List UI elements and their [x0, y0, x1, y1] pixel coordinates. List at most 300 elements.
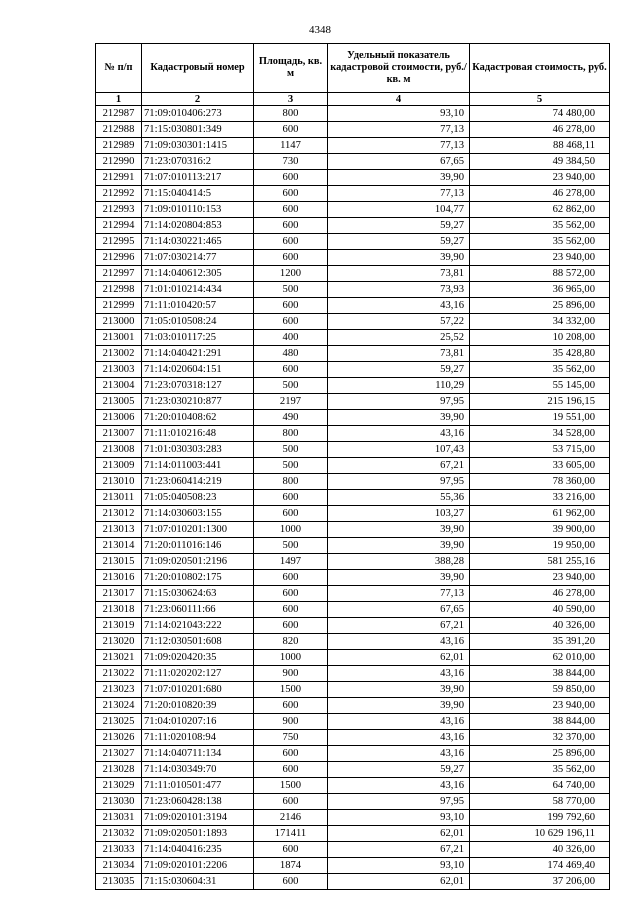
table-row — [96, 810, 610, 826]
table-row — [96, 842, 610, 858]
table-row — [96, 106, 610, 122]
unit-rate-cell: 93,10 — [328, 858, 470, 874]
column-number: 5 — [470, 93, 610, 106]
area-cell: 1500 — [254, 778, 328, 794]
table-row — [96, 362, 610, 378]
unit-rate-cell: 43,16 — [328, 746, 470, 762]
cadastral-number-cell: 71:11:010216:48 — [142, 426, 254, 442]
unit-rate-cell: 388,28 — [328, 554, 470, 570]
cadastral-value-cell: 25 896,00 — [470, 746, 610, 762]
table-row — [96, 474, 610, 490]
area-cell: 1147 — [254, 138, 328, 154]
table-row — [96, 634, 610, 650]
row-number-cell: 213019 — [96, 618, 142, 634]
cadastral-number-cell: 71:20:011016:146 — [142, 538, 254, 554]
cadastral-value-cell: 61 962,00 — [470, 506, 610, 522]
unit-rate-cell: 67,21 — [328, 458, 470, 474]
table-row — [96, 234, 610, 250]
table-row — [96, 874, 610, 890]
table-row — [96, 282, 610, 298]
row-number-cell: 213017 — [96, 586, 142, 602]
row-number-cell: 213033 — [96, 842, 142, 858]
row-number-cell: 213025 — [96, 714, 142, 730]
area-cell: 500 — [254, 538, 328, 554]
table-header-row — [96, 44, 610, 93]
header-row-number: № п/п — [96, 44, 142, 93]
unit-rate-cell: 107,43 — [328, 442, 470, 458]
row-number-cell: 213007 — [96, 426, 142, 442]
area-cell: 800 — [254, 474, 328, 490]
row-number-cell: 213000 — [96, 314, 142, 330]
cadastral-number-cell: 71:11:020202:127 — [142, 666, 254, 682]
cadastral-number-cell: 71:14:020604:151 — [142, 362, 254, 378]
unit-rate-cell: 43,16 — [328, 666, 470, 682]
unit-rate-cell: 25,52 — [328, 330, 470, 346]
unit-rate-cell: 39,90 — [328, 410, 470, 426]
table-row — [96, 602, 610, 618]
table-row — [96, 666, 610, 682]
row-number-cell: 212994 — [96, 218, 142, 234]
area-cell: 600 — [254, 698, 328, 714]
area-cell: 600 — [254, 618, 328, 634]
cadastral-value-cell: 35 562,00 — [470, 362, 610, 378]
cadastral-value-cell: 35 562,00 — [470, 234, 610, 250]
unit-rate-cell: 93,10 — [328, 810, 470, 826]
table-row — [96, 314, 610, 330]
cadastral-value-cell: 32 370,00 — [470, 730, 610, 746]
unit-rate-cell: 39,90 — [328, 570, 470, 586]
unit-rate-cell: 97,95 — [328, 794, 470, 810]
unit-rate-cell: 39,90 — [328, 522, 470, 538]
area-cell: 600 — [254, 362, 328, 378]
unit-rate-cell: 110,29 — [328, 378, 470, 394]
cadastral-number-cell: 71:14:040416:235 — [142, 842, 254, 858]
cadastral-value-cell: 46 278,00 — [470, 586, 610, 602]
area-cell: 600 — [254, 234, 328, 250]
row-number-cell: 213003 — [96, 362, 142, 378]
cadastral-value-cell: 35 391,20 — [470, 634, 610, 650]
cadastral-number-cell: 71:04:010207:16 — [142, 714, 254, 730]
unit-rate-cell: 39,90 — [328, 538, 470, 554]
cadastral-number-cell: 71:15:030604:31 — [142, 874, 254, 890]
cadastral-value-cell: 174 469,40 — [470, 858, 610, 874]
area-cell: 1000 — [254, 522, 328, 538]
table-row — [96, 682, 610, 698]
cadastral-value-cell: 40 326,00 — [470, 842, 610, 858]
area-cell: 600 — [254, 762, 328, 778]
cadastral-number-cell: 71:14:030603:155 — [142, 506, 254, 522]
cadastral-value-cell: 78 360,00 — [470, 474, 610, 490]
cadastral-number-cell: 71:01:010214:434 — [142, 282, 254, 298]
header-unit-rate: Удельный показатель кадастровой стоимости, руб./кв. м — [328, 44, 470, 93]
table-row — [96, 858, 610, 874]
unit-rate-cell: 43,16 — [328, 778, 470, 794]
row-number-cell: 213032 — [96, 826, 142, 842]
cadastral-number-cell: 71:09:030301:1415 — [142, 138, 254, 154]
table-row — [96, 330, 610, 346]
cadastral-number-cell: 71:11:020108:94 — [142, 730, 254, 746]
row-number-cell: 213021 — [96, 650, 142, 666]
area-cell: 600 — [254, 490, 328, 506]
cadastral-number-cell: 71:07:010113:217 — [142, 170, 254, 186]
unit-rate-cell: 62,01 — [328, 826, 470, 842]
row-number-cell: 212995 — [96, 234, 142, 250]
cadastral-value-cell: 49 384,50 — [470, 154, 610, 170]
area-cell: 800 — [254, 106, 328, 122]
unit-rate-cell: 62,01 — [328, 650, 470, 666]
cadastral-value-cell: 33 216,00 — [470, 490, 610, 506]
row-number-cell: 213022 — [96, 666, 142, 682]
cadastral-number-cell: 71:12:030501:608 — [142, 634, 254, 650]
row-number-cell: 212989 — [96, 138, 142, 154]
cadastral-number-cell: 71:15:030801:349 — [142, 122, 254, 138]
cadastral-value-cell: 38 844,00 — [470, 666, 610, 682]
unit-rate-cell: 43,16 — [328, 298, 470, 314]
cadastral-number-cell: 71:23:030210:877 — [142, 394, 254, 410]
cadastral-value-cell: 25 896,00 — [470, 298, 610, 314]
unit-rate-cell: 104,77 — [328, 202, 470, 218]
unit-rate-cell: 67,21 — [328, 618, 470, 634]
area-cell: 600 — [254, 602, 328, 618]
unit-rate-cell: 77,13 — [328, 122, 470, 138]
unit-rate-cell: 59,27 — [328, 218, 470, 234]
table-row — [96, 522, 610, 538]
row-number-cell: 212988 — [96, 122, 142, 138]
column-number: 4 — [328, 93, 470, 106]
cadastral-number-cell: 71:05:010508:24 — [142, 314, 254, 330]
row-number-cell: 213030 — [96, 794, 142, 810]
area-cell: 1500 — [254, 682, 328, 698]
row-number-cell: 212998 — [96, 282, 142, 298]
area-cell: 600 — [254, 218, 328, 234]
table-row — [96, 778, 610, 794]
area-cell: 900 — [254, 714, 328, 730]
cadastral-number-cell: 71:14:021043:222 — [142, 618, 254, 634]
cadastral-number-cell: 71:20:010820:39 — [142, 698, 254, 714]
row-number-cell: 213002 — [96, 346, 142, 362]
unit-rate-cell: 43,16 — [328, 426, 470, 442]
column-number: 2 — [142, 93, 254, 106]
cadastral-number-cell: 71:09:020101:2206 — [142, 858, 254, 874]
area-cell: 600 — [254, 506, 328, 522]
unit-rate-cell: 77,13 — [328, 138, 470, 154]
area-cell: 1497 — [254, 554, 328, 570]
table-row — [96, 202, 610, 218]
area-cell: 600 — [254, 570, 328, 586]
cadastral-value-cell: 62 862,00 — [470, 202, 610, 218]
cadastral-value-cell: 88 468,11 — [470, 138, 610, 154]
unit-rate-cell: 39,90 — [328, 170, 470, 186]
cadastral-number-cell: 71:14:040612:305 — [142, 266, 254, 282]
cadastral-value-cell: 34 332,00 — [470, 314, 610, 330]
cadastral-number-cell: 71:09:020501:1893 — [142, 826, 254, 842]
cadastral-number-cell: 71:09:020101:3194 — [142, 810, 254, 826]
cadastral-value-cell: 59 850,00 — [470, 682, 610, 698]
row-number-cell: 213005 — [96, 394, 142, 410]
table-row — [96, 714, 610, 730]
cadastral-number-cell: 71:23:060428:138 — [142, 794, 254, 810]
table-row — [96, 490, 610, 506]
cadastral-number-cell: 71:15:030624:63 — [142, 586, 254, 602]
area-cell: 500 — [254, 442, 328, 458]
cadastral-value-cell: 33 605,00 — [470, 458, 610, 474]
cadastral-number-cell: 71:14:011003:441 — [142, 458, 254, 474]
unit-rate-cell: 73,93 — [328, 282, 470, 298]
cadastral-value-table — [95, 43, 610, 890]
cadastral-number-cell: 71:07:010201:1300 — [142, 522, 254, 538]
unit-rate-cell: 67,21 — [328, 842, 470, 858]
unit-rate-cell: 73,81 — [328, 266, 470, 282]
area-cell: 800 — [254, 426, 328, 442]
area-cell: 1874 — [254, 858, 328, 874]
cadastral-value-cell: 10 629 196,11 — [470, 826, 610, 842]
row-number-cell: 212993 — [96, 202, 142, 218]
unit-rate-cell: 67,65 — [328, 154, 470, 170]
area-cell: 490 — [254, 410, 328, 426]
unit-rate-cell: 57,22 — [328, 314, 470, 330]
row-number-cell: 212996 — [96, 250, 142, 266]
unit-rate-cell: 59,27 — [328, 762, 470, 778]
cadastral-value-cell: 23 940,00 — [470, 170, 610, 186]
table-row — [96, 794, 610, 810]
cadastral-number-cell: 71:09:020501:2196 — [142, 554, 254, 570]
table-row — [96, 426, 610, 442]
row-number-cell: 212997 — [96, 266, 142, 282]
area-cell: 600 — [254, 250, 328, 266]
column-number-row — [96, 93, 610, 106]
area-cell: 730 — [254, 154, 328, 170]
table-row — [96, 186, 610, 202]
area-cell: 500 — [254, 458, 328, 474]
table-row — [96, 730, 610, 746]
area-cell: 900 — [254, 666, 328, 682]
row-number-cell: 213008 — [96, 442, 142, 458]
row-number-cell: 212991 — [96, 170, 142, 186]
area-cell: 600 — [254, 586, 328, 602]
table-row — [96, 826, 610, 842]
row-number-cell: 213004 — [96, 378, 142, 394]
unit-rate-cell: 59,27 — [328, 234, 470, 250]
cadastral-value-cell: 23 940,00 — [470, 698, 610, 714]
area-cell: 600 — [254, 842, 328, 858]
cadastral-value-cell: 23 940,00 — [470, 570, 610, 586]
area-cell: 1000 — [254, 650, 328, 666]
page-number: 4348 — [309, 24, 331, 36]
row-number-cell: 213031 — [96, 810, 142, 826]
cadastral-value-cell: 199 792,60 — [470, 810, 610, 826]
table-row — [96, 410, 610, 426]
cadastral-value-cell: 35 562,00 — [470, 762, 610, 778]
cadastral-number-cell: 71:07:010201:680 — [142, 682, 254, 698]
cadastral-value-cell: 35 428,80 — [470, 346, 610, 362]
area-cell: 2197 — [254, 394, 328, 410]
table-row — [96, 138, 610, 154]
row-number-cell: 213027 — [96, 746, 142, 762]
row-number-cell: 213023 — [96, 682, 142, 698]
row-number-cell: 213016 — [96, 570, 142, 586]
row-number-cell: 213020 — [96, 634, 142, 650]
area-cell: 480 — [254, 346, 328, 362]
unit-rate-cell: 67,65 — [328, 602, 470, 618]
cadastral-value-cell: 37 206,00 — [470, 874, 610, 890]
row-number-cell: 212987 — [96, 106, 142, 122]
cadastral-value-cell: 40 590,00 — [470, 602, 610, 618]
cadastral-number-cell: 71:20:010802:175 — [142, 570, 254, 586]
cadastral-value-cell: 36 965,00 — [470, 282, 610, 298]
table-row — [96, 122, 610, 138]
table-row — [96, 650, 610, 666]
table-row — [96, 154, 610, 170]
area-cell: 600 — [254, 186, 328, 202]
area-cell: 1200 — [254, 266, 328, 282]
row-number-cell: 213013 — [96, 522, 142, 538]
cadastral-value-cell: 581 255,16 — [470, 554, 610, 570]
header-cadastral-value: Кадастровая стоимость, руб. — [470, 44, 610, 93]
area-cell: 171411 — [254, 826, 328, 842]
table-row — [96, 442, 610, 458]
cadastral-value-cell: 38 844,00 — [470, 714, 610, 730]
cadastral-number-cell: 71:07:030214:77 — [142, 250, 254, 266]
row-number-cell: 213024 — [96, 698, 142, 714]
table-row — [96, 538, 610, 554]
column-number: 1 — [96, 93, 142, 106]
cadastral-number-cell: 71:11:010501:477 — [142, 778, 254, 794]
cadastral-value-cell: 215 196,15 — [470, 394, 610, 410]
row-number-cell: 213026 — [96, 730, 142, 746]
row-number-cell: 212990 — [96, 154, 142, 170]
row-number-cell: 213001 — [96, 330, 142, 346]
cadastral-value-cell: 74 480,00 — [470, 106, 610, 122]
header-cadastral-number: Кадастровый номер — [142, 44, 254, 93]
cadastral-number-cell: 71:14:020804:853 — [142, 218, 254, 234]
table-row — [96, 250, 610, 266]
area-cell: 600 — [254, 298, 328, 314]
table-row — [96, 506, 610, 522]
table-row — [96, 554, 610, 570]
unit-rate-cell: 39,90 — [328, 682, 470, 698]
cadastral-number-cell: 71:01:030303:283 — [142, 442, 254, 458]
row-number-cell: 213010 — [96, 474, 142, 490]
unit-rate-cell: 39,90 — [328, 698, 470, 714]
table-row — [96, 218, 610, 234]
unit-rate-cell: 103,27 — [328, 506, 470, 522]
table-row — [96, 298, 610, 314]
unit-rate-cell: 73,81 — [328, 346, 470, 362]
area-cell: 600 — [254, 202, 328, 218]
cadastral-number-cell: 71:03:010117:25 — [142, 330, 254, 346]
cadastral-number-cell: 71:23:060111:66 — [142, 602, 254, 618]
column-number: 3 — [254, 93, 328, 106]
cadastral-number-cell: 71:14:030221:465 — [142, 234, 254, 250]
table-row — [96, 762, 610, 778]
table-row — [96, 698, 610, 714]
cadastral-value-cell: 39 900,00 — [470, 522, 610, 538]
cadastral-value-cell: 62 010,00 — [470, 650, 610, 666]
row-number-cell: 213035 — [96, 874, 142, 890]
area-cell: 750 — [254, 730, 328, 746]
cadastral-number-cell: 71:23:070318:127 — [142, 378, 254, 394]
cadastral-value-cell: 19 950,00 — [470, 538, 610, 554]
table-row — [96, 618, 610, 634]
cadastral-value-cell: 53 715,00 — [470, 442, 610, 458]
area-cell: 500 — [254, 378, 328, 394]
cadastral-number-cell: 71:09:010110:153 — [142, 202, 254, 218]
table-row — [96, 170, 610, 186]
area-cell: 2146 — [254, 810, 328, 826]
cadastral-value-cell: 40 326,00 — [470, 618, 610, 634]
header-area: Площадь, кв. м — [254, 44, 328, 93]
unit-rate-cell: 43,16 — [328, 730, 470, 746]
area-cell: 600 — [254, 874, 328, 890]
unit-rate-cell: 39,90 — [328, 250, 470, 266]
row-number-cell: 213014 — [96, 538, 142, 554]
row-number-cell: 212999 — [96, 298, 142, 314]
cadastral-value-cell: 58 770,00 — [470, 794, 610, 810]
area-cell: 600 — [254, 746, 328, 762]
cadastral-number-cell: 71:14:030349:70 — [142, 762, 254, 778]
area-cell: 600 — [254, 794, 328, 810]
table-row — [96, 378, 610, 394]
area-cell: 400 — [254, 330, 328, 346]
table-row — [96, 346, 610, 362]
cadastral-number-cell: 71:23:070316:2 — [142, 154, 254, 170]
row-number-cell: 213029 — [96, 778, 142, 794]
unit-rate-cell: 77,13 — [328, 186, 470, 202]
unit-rate-cell: 43,16 — [328, 714, 470, 730]
row-number-cell: 212992 — [96, 186, 142, 202]
unit-rate-cell: 43,16 — [328, 634, 470, 650]
row-number-cell: 213011 — [96, 490, 142, 506]
cadastral-number-cell: 71:05:040508:23 — [142, 490, 254, 506]
area-cell: 600 — [254, 170, 328, 186]
cadastral-number-cell: 71:09:020420:35 — [142, 650, 254, 666]
unit-rate-cell: 55,36 — [328, 490, 470, 506]
row-number-cell: 213018 — [96, 602, 142, 618]
row-number-cell: 213006 — [96, 410, 142, 426]
unit-rate-cell: 59,27 — [328, 362, 470, 378]
table-row — [96, 586, 610, 602]
cadastral-value-cell: 10 208,00 — [470, 330, 610, 346]
cadastral-number-cell: 71:15:040414:5 — [142, 186, 254, 202]
table-row — [96, 746, 610, 762]
cadastral-number-cell: 71:14:040711:134 — [142, 746, 254, 762]
unit-rate-cell: 93,10 — [328, 106, 470, 122]
unit-rate-cell: 62,01 — [328, 874, 470, 890]
cadastral-number-cell: 71:20:010408:62 — [142, 410, 254, 426]
unit-rate-cell: 97,95 — [328, 474, 470, 490]
table-row — [96, 394, 610, 410]
cadastral-value-cell: 46 278,00 — [470, 186, 610, 202]
table-row — [96, 458, 610, 474]
area-cell: 500 — [254, 282, 328, 298]
cadastral-number-cell: 71:09:010406:273 — [142, 106, 254, 122]
cadastral-value-cell: 55 145,00 — [470, 378, 610, 394]
row-number-cell: 213015 — [96, 554, 142, 570]
cadastral-value-cell: 64 740,00 — [470, 778, 610, 794]
row-number-cell: 213009 — [96, 458, 142, 474]
cadastral-number-cell: 71:14:040421:291 — [142, 346, 254, 362]
cadastral-value-cell: 35 562,00 — [470, 218, 610, 234]
cadastral-number-cell: 71:23:060414:219 — [142, 474, 254, 490]
table-row — [96, 266, 610, 282]
row-number-cell: 213012 — [96, 506, 142, 522]
cadastral-value-cell: 88 572,00 — [470, 266, 610, 282]
cadastral-value-cell: 23 940,00 — [470, 250, 610, 266]
unit-rate-cell: 77,13 — [328, 586, 470, 602]
cadastral-value-cell: 34 528,00 — [470, 426, 610, 442]
row-number-cell: 213028 — [96, 762, 142, 778]
cadastral-value-cell: 19 551,00 — [470, 410, 610, 426]
